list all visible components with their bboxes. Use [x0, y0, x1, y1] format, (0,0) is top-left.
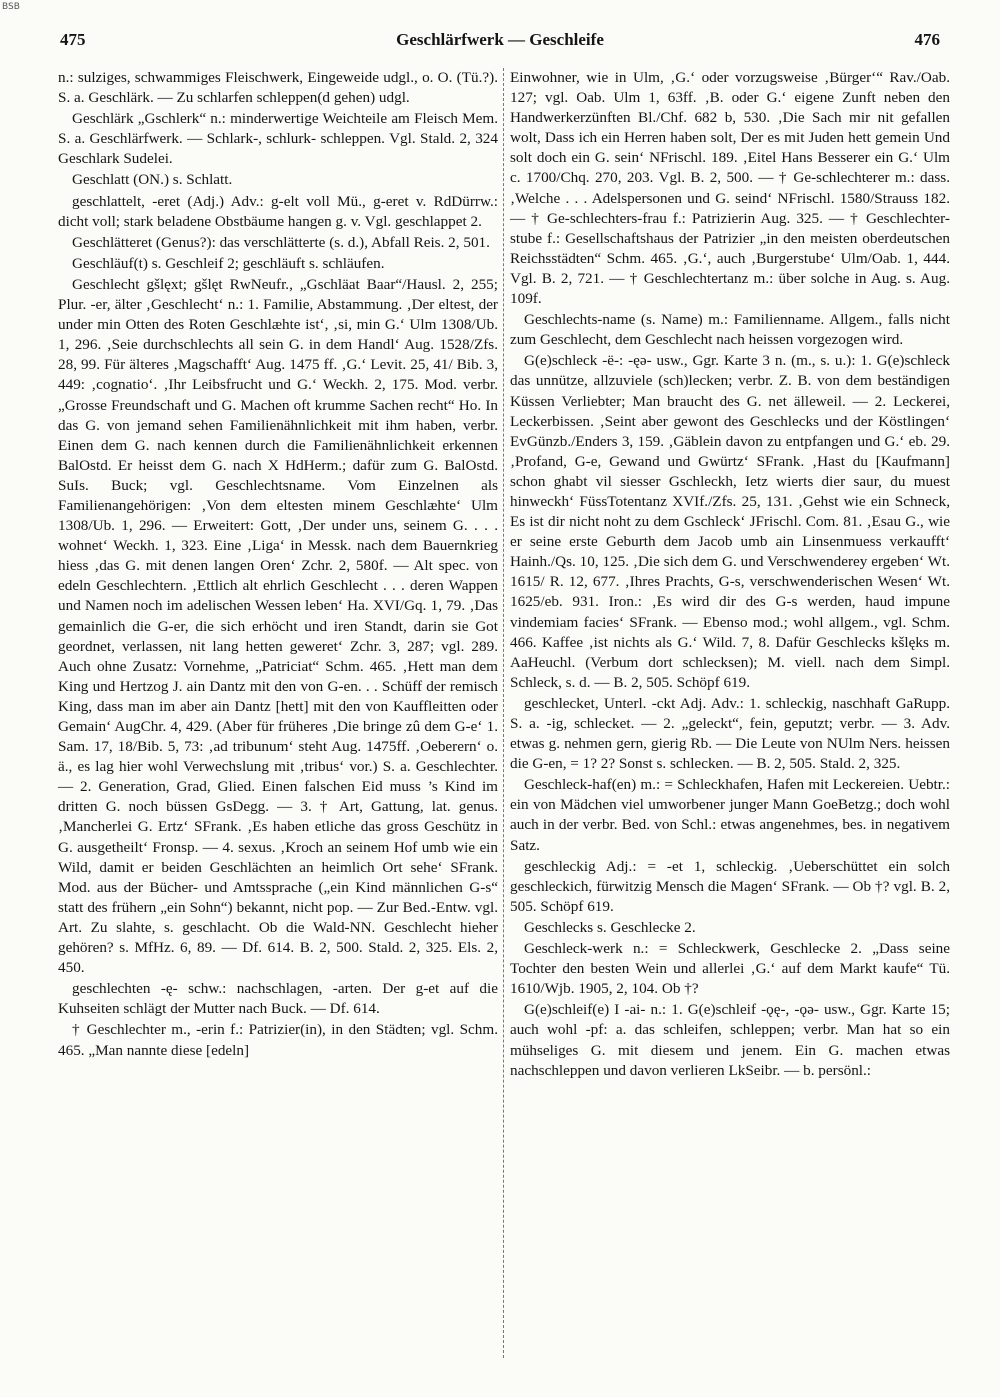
right-page-number: 476: [914, 30, 940, 49]
entry-text: Geschleck-haf(en) m.: = Schleckhafen, Hafen mit Leckereien. Uebtr.: ein von Mädchen viel umworbener junger Mann GoeBetzg.; doch wohl auch in der verbr. Bed. von Schl.: etwas angenehmes, bes. in negativem Satz.: [510, 776, 950, 854]
entry-text: Geschleck-werk n.: = Schleckwerk, Geschlecke 2. „Dass seine Tochter den besten Wein und allerlei ‚G.‘ auf dem Markt kaufe“ Tü. 1610/Wjb. 1905, 2, 104. Ob †?: [510, 940, 950, 998]
entry-text: Geschlätteret (Genus?): das verschlätterte (s. d.), Abfall Reis. 2, 501.: [72, 233, 490, 251]
entry-text: Geschlecht gšlęxt; gšlęt RwNeufr., „Gschläat Baar“/Hausl. 2, 255; Plur. -er, älter ‚Geschlecht‘ n.: 1. Familie, Abstammung. ‚Der eltest, der under min Otten des Roten Geschlæhte ist‘, ‚si, min G.‘ Ulm 1308/Ub. 1, 296. ‚Seie durchschlechts all sein G. in dem Handl‘ Aug. 1528/Zfs. 28, 99. Für älteres ‚Magschafft‘ Aug. 1475 ff. ‚G.‘ Levit. 25, 41/ Bib. 3, 449: ‚cognatio‘. ‚Ihr Leibsfrucht und G.‘ Weckh. 2, 175. Mod. verbr. „Grosse Freundschaft und G. Machen oft krumme Sachen recht“ Ho. In das G. von jemand sehen Familienähnlichkeit mit ihm haben, verbr. Einen dem G. nach kennen durch die Familienähnlichkeit erkennen BalOstd. Er heisst dem G. nach X HdHerm.; dafür zum G. BalOstd. SuIs. Buck; vgl. Geschlechtsname. Vom Einzelnen als Familienangehörigen: ‚Von dem eltesten minem Geschlæhte‘ Ulm 1308/Ub. 1, 296. — Erweitert: Gott, ‚Der under uns, seinem G. . . . wohnet‘ Weckh. 1, 323. Eine ‚Liga‘ in Messk. nach dem Bauernkrieg hiess ‚das G. mit denen langen Oren‘ Zchr. 2, 580f. — Alt spec. von edeln Geschlechtern. ‚Ettlich alt ehrlich Geschlecht . . . deren Wappen und Namen noch im adelischen Wessen leben‘ Ha. XVI/Gq. 1, 79. ‚Das gemainlich die G-er, die sich erhöcht und iren Standt, darin sie Got geordnet, verlassen, nit lang hetten geweret‘ Zchr. 3, 287; vgl. 289. Auch ohne Zusatz: Vornehme, „Patriciat“ Schm. 465. ‚Hett man dem King und Hertzog J. ain Dantz mit den von G-en. . . Schüff der remisch King, dass man im aber ain Dantz [hett] mit den von Kauffleitten oder Gemain‘ AugChr. 4, 429. (Aber für früheres ‚Die bringe zû dem G-e‘ 1. Sam. 17, 18/Bib. 5, 73: ‚ad tribunum‘ steht Aug. 1475ff. ‚Oeberern‘ o. ä., es lag hier wohl Verwechslung mit ‚tribus‘ vor.) S. a. Geschlechter. — 2. Generation, Grad, Glied. Einen falschen Eid muss ’s Kind im dritten G. noch büssen GsDegg. — 3. † Art, Gattung, lat. genus. ‚Mancherlei G. Ertz‘ SFrank. ‚Es haben etliche das gross Geschütz in G. ausgetheilt‘ Fronsp. — 4. sexus. ‚Kroch an seinem Hof umb wie ein Wild, damit er beiden Geschlächten an heimlich Ort sehe‘ SFrank. Mod. aus der Bücher- und Amtssprache („ein Kind männlichen G-s“ statt des frühern „ein Sohn“) bekannt, nicht pop. — Zur Bed.-Entw. vgl. Art. Zu slahte, s. geschlacht. Ob die Wald-NN. Geschlecht hieher gehören? s. MfHz. 6, 89. — Df. 614. B. 2, 500. Stald. 2, 325. Els. 2, 450.: [58, 275, 498, 977]
column-divider: [503, 68, 504, 1358]
page-header: [60, 30, 940, 56]
running-title: Geschlärfwerk — Geschleife: [396, 30, 604, 49]
entry-text: Geschläuf(t) s. Geschleif 2; geschläuft s. schläufen.: [72, 254, 385, 272]
entry-text: geschleckig Adj.: = -et 1, schleckig. ‚Ueberschüttet ein solch geschleckich, fürwitzig Mensch die Magen‘ SFrank. — Ob †? vgl. B. 2, 505. Schöpf 619.: [510, 857, 950, 915]
library-stamp: BSB: [2, 2, 20, 12]
entry-text: Einwohner, wie in Ulm, ‚G.‘ oder vorzugsweise ‚Bürger‘“ Rav./Oab. 127; vgl. Oab. Ulm 1, 63ff. ‚B. oder G.‘ eigene Zunft neben den Handwerkerzünften Bl./Chf. 682 b, 530. ‚Die Sach mir nit gefallen wolt, Dass ich ein Herren haben solt, Der es mit Juden hett gemein Und solt doch ein G. sein‘ NFrischl. 189. ‚Eitel Hans Besserer ein G.‘ Ulm c. 1700/Chq. 270, 203. Vgl. B. 2, 500. — † Ge-schlechterer m.: dass. ‚Welche . . . Adelspersonen und G. seind‘ NFrischl. 1580/Strauss 182. — † Ge-schlechters-frau f.: Patrizierin Aug. 325. — † Geschlechter-stube f.: Gesellschaftshaus der Patrizier „in den meisten oberdeutschen Reichsstädten“ Schm. 465. ‚G.‘, auch ‚Burgerstube‘ Ulm/Oab. 1, 444. Vgl. B. 2, 721. — † Geschlechtertanz m.: über solche in Aug. s. Aug. 109f.: [510, 69, 950, 308]
entry-text: geschlattelt, -eret (Adj.) Adv.: g-elt voll Mü., g-eret v. RdDürrw.: dicht voll; stark beladene Obstbäume hangen g. v. Vgl. geschlappet 2.: [58, 192, 498, 230]
entry-text: Geschlechts-name (s. Name) m.: Familienname. Allgem., falls nicht zum Geschlecht, dem Geschlecht nach heissen vorgezogen wird.: [510, 311, 950, 349]
left-page-number: 475: [60, 30, 86, 49]
entry-text: Geschlatt (ON.) s. Schlatt.: [72, 171, 233, 189]
entry-text: Geschlecks s. Geschlecke 2.: [524, 918, 696, 936]
entry-text: G(e)schleif(e) I -ai- n.: 1. G(e)schleif -ǫę-, -ǫə- usw., Ggr. Karte 15; auch wohl -pf: a. das schleifen, schleppen; verbr. Man hat so ein mühseliges G. mit diesem und jenem. Ein G. machen etwas nachschleppen und davon verlieren LkSeibr. — b. persönl.:: [510, 1001, 950, 1079]
entry-text: geschlechten -ę- schw.: nachschlagen, -arten. Der g-et auf die Kuhseiten schlägt der Mutter nach Buck. — Df. 614.: [58, 980, 498, 1018]
right-column: [510, 68, 950, 1082]
entry-text: geschlecket, Unterl. -ckt Adj. Adv.: 1. schleckig, naschhaft GaRupp. S. a. -ig, schlecket. — 2. „geleckt“, fein, geputzt; verbr. — 3. Adv. etwas g. nehmen gern, gierig Rb. — Die Leute von NUlm Ners. heissen die G-en, = 1? 2? Sonst s. schlecken. — B. 2, 505. Stald. 2, 325.: [510, 694, 950, 773]
entry-text: Geschlärk „Gschlerk“ n.: minderwertige Weichteile am Fleisch Mem. S. a. Geschlärfwerk. — Schlark-, schlurk- schleppen. Vgl. Stald. 2, 324 Geschlark Sudelei.: [58, 110, 498, 168]
left-column: [58, 68, 498, 1062]
entry-text: n.: sulziges, schwammiges Fleischwerk, Eingeweide udgl., o. O. (Tü.?). S. a. Geschlärk. — Zu schlarfen schleppen(d gehen) udgl.: [58, 69, 498, 107]
entry-text: G(e)schleck -ë-: -ęə- usw., Ggr. Karte 3 n. (m., s. u.): 1. G(e)schleck das unnütze, allzuviele (sch)lecken; verbr. Z. B. von dem beständigen Küssen Verliebter; Man braucht des G. net älleweil. — 2. Leckerei, Leckerbissen. ‚Seint aber gewont des Geschlecks und der Köstlingen‘ EvGünzb./Enders 3, 159. ‚Gäblein davon zu entpfangen und G.‘ eb. 29. ‚Profand, G-e, Gewand und Gwürtz‘ SFrank. ‚Hast du [Kaufmann] schon ghabt vil siesser Gschleckh, Ietz wierts dier saur, du muest hinweckh‘ FüssTotentanz XVIf./Zfs. 25, 131. ‚Gehst wie ein Schneck, Es ist dir nicht noht zu dem Gschleck‘ JFrischl. Com. 81. ‚Esau G., wie er seine erste Geburth dem Jacob umb ain Linsenmuess verkaufft‘ Hainh./Qs. 10, 125. ‚Die sich dem G. und Verschwenderey ergeben‘ Wt. 1615/ R. 12, 677. ‚Ihres Prachts, G-s, verschwenderischen Wesen‘ Wt. 1625/eb. 931. Iron.: ‚Es wird dir des G-s werden, haud impune vindemiam facies‘ SFrank. — Ebenso mod.; wohl allgem., vgl. Schm. 466. Kaffee ‚ist nichts als G.‘ Wild. 7, 8. Dafür Geschlecks kšlęks m. AaHeuchl. (Verbum dort schlecksen); M. viell. nach dem Simpl. Schleck, s. d. — B. 2, 505. Schöpf 619.: [510, 352, 950, 691]
entry-text: † Geschlechter m., -erin f.: Patrizier(in), in den Städten; vgl. Schm. 465. „Man nannte diese [edeln]: [58, 1021, 498, 1059]
